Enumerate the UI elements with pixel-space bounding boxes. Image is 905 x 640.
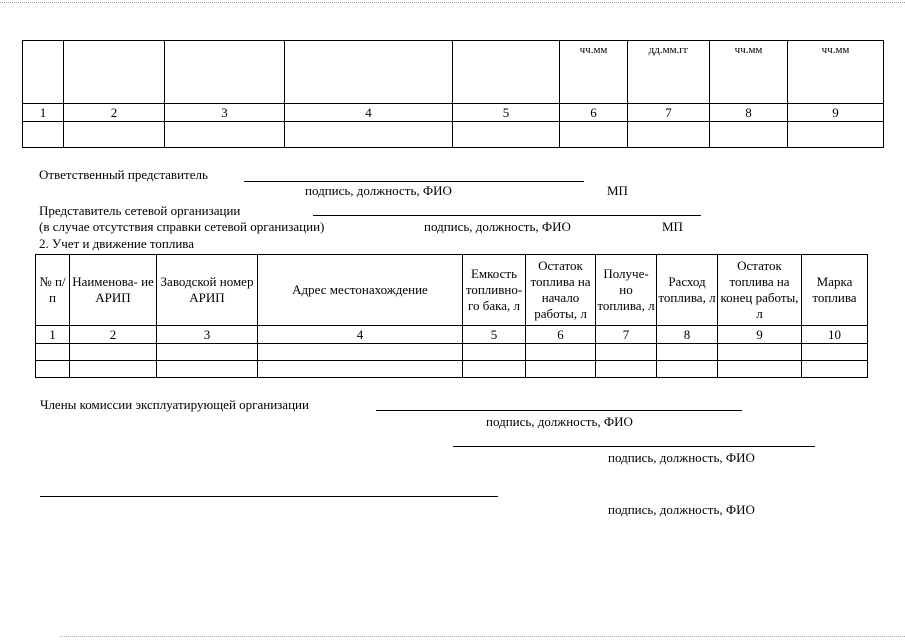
t2-cell[interactable] [802,344,868,361]
network-rep-caption: подпись, должность, ФИО [424,219,571,234]
top-edge-artifact [0,2,905,3]
t2-cell[interactable] [157,361,258,378]
t2-cell[interactable] [802,361,868,378]
t1-h8: чч.мм [710,41,788,104]
t2-n6: 6 [526,326,596,344]
table-1-empty-row [23,122,884,148]
t2-cell[interactable] [258,361,463,378]
t2-cell[interactable] [526,361,596,378]
responsible-caption: подпись, должность, ФИО [305,183,452,198]
commission-signature-line-3[interactable] [40,496,498,497]
t2-cell[interactable] [526,344,596,361]
t2-cell[interactable] [718,361,802,378]
commission-signature-line-2[interactable] [453,446,815,447]
bottom-edge-artifact [60,636,905,637]
commission-label: Члены комиссии эксплуатирующей организации [40,397,309,412]
network-rep-note: (в случае отсутствия справки сетевой организации) [39,219,325,234]
t2-n3: 3 [157,326,258,344]
t2-cell[interactable] [463,361,526,378]
section-2-title: 2. Учет и движение топлива [39,236,195,251]
t2-n5: 5 [463,326,526,344]
t2-cell[interactable] [596,344,657,361]
commission-caption-1: подпись, должность, ФИО [486,414,633,429]
t2-cell[interactable] [157,344,258,361]
t1-cell[interactable] [285,122,453,148]
table-1-header-row [23,41,884,104]
t2-h3: Заводской номер АРИП [157,255,258,326]
t2-h1: № п/п [36,255,70,326]
t1-h1 [23,41,64,104]
t1-h3 [165,41,285,104]
t1-n6: 6 [560,104,628,122]
commission-caption-3: подпись, должность, ФИО [608,502,755,517]
mp-stamp-1: МП [607,183,628,198]
t2-h10: Марка топлива [802,255,868,326]
table-1-number-row [23,104,884,122]
t2-h7: Получе- но топлива, л [596,255,657,326]
table-2-empty-row [36,344,868,361]
t2-n7: 7 [596,326,657,344]
t1-n9: 9 [788,104,884,122]
t1-cell[interactable] [453,122,560,148]
commission-signature-line-1[interactable] [376,410,742,411]
mp-stamp-2: МП [662,219,683,234]
t1-h2 [64,41,165,104]
t2-cell[interactable] [258,344,463,361]
t2-n1: 1 [36,326,70,344]
t1-h9: чч.мм [788,41,884,104]
t2-h6: Остаток топлива на начало работы, л [526,255,596,326]
t1-cell[interactable] [165,122,285,148]
t1-cell[interactable] [788,122,884,148]
t2-cell[interactable] [657,361,718,378]
t2-n2: 2 [70,326,157,344]
t2-cell[interactable] [718,344,802,361]
t2-cell[interactable] [596,361,657,378]
t1-n1: 1 [23,104,64,122]
t2-n9: 9 [718,326,802,344]
t1-cell[interactable] [628,122,710,148]
t1-cell[interactable] [23,122,64,148]
table-1 [22,40,884,148]
t1-h4 [285,41,453,104]
t2-n8: 8 [657,326,718,344]
t1-cell[interactable] [560,122,628,148]
t1-n2: 2 [64,104,165,122]
t2-n4: 4 [258,326,463,344]
table-2-number-row [36,326,868,344]
network-rep-signature-line[interactable] [313,215,701,216]
t2-h2: Наименова- ие АРИП [70,255,157,326]
t2-cell[interactable] [657,344,718,361]
t1-n7: 7 [628,104,710,122]
responsible-label: Ответственный представитель [39,167,208,182]
t2-cell[interactable] [463,344,526,361]
network-rep-label: Представитель сетевой организации [39,203,241,218]
t2-cell[interactable] [70,361,157,378]
table-2-empty-row [36,361,868,378]
t1-n4: 4 [285,104,453,122]
responsible-signature-line[interactable] [244,181,584,182]
t2-h8: Расход топлива, л [657,255,718,326]
t1-h7: дд.мм.гг [628,41,710,104]
t1-cell[interactable] [710,122,788,148]
t2-n10: 10 [802,326,868,344]
t2-h4: Адрес местонахождение [258,255,463,326]
t1-h6: чч.мм [560,41,628,104]
t1-n5: 5 [453,104,560,122]
commission-caption-2: подпись, должность, ФИО [608,450,755,465]
t2-h9: Остаток топлива на конец работы, л [718,255,802,326]
table-2-fuel [35,254,868,378]
t2-h5: Емкость топливно- го бака, л [463,255,526,326]
t1-h5 [453,41,560,104]
t2-cell[interactable] [36,361,70,378]
t1-n3: 3 [165,104,285,122]
t2-cell[interactable] [36,344,70,361]
t1-cell[interactable] [64,122,165,148]
table-2-header-row [36,255,868,326]
t2-cell[interactable] [70,344,157,361]
t1-n8: 8 [710,104,788,122]
